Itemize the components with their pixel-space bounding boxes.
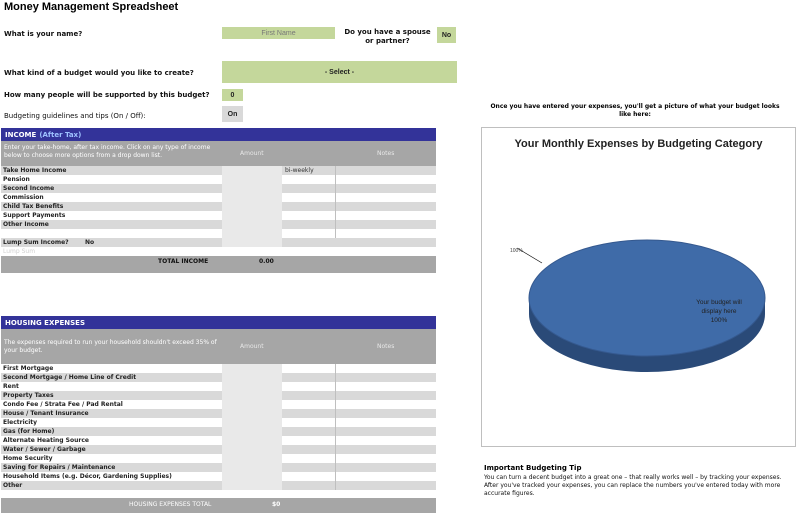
housing-notes-header: Notes: [377, 343, 395, 350]
housing-note-cell[interactable]: [284, 472, 336, 481]
income-row[interactable]: [1, 193, 436, 202]
housing-total-label: HOUSING EXPENSES TOTAL: [129, 501, 212, 508]
housing-row-label: House / Tenant Insurance: [3, 410, 89, 417]
page-title: Money Management Spreadsheet: [4, 1, 179, 13]
income-amount-cell[interactable]: [222, 175, 282, 184]
income-amount-cell[interactable]: [222, 193, 282, 202]
housing-amount-header: Amount: [240, 343, 264, 350]
tips-toggle[interactable]: On: [222, 106, 243, 122]
housing-row[interactable]: [1, 391, 436, 400]
housing-amount-cell[interactable]: [222, 463, 282, 472]
income-amount-cell[interactable]: [222, 229, 282, 238]
housing-row[interactable]: [1, 472, 436, 481]
housing-row[interactable]: [1, 454, 436, 463]
housing-description: The expenses required to run your household shouldn't exceed 35% of your budget.: [4, 339, 217, 354]
housing-row-label: Second Mortgage / Home Line of Credit: [3, 374, 137, 381]
housing-note-cell[interactable]: [284, 373, 336, 382]
housing-row[interactable]: [1, 427, 436, 436]
housing-row-label: Water / Sewer / Garbage: [3, 446, 86, 453]
chart-caption: Once you have entered your expenses, you'll get a picture of what your budget looks like here:: [490, 103, 780, 118]
housing-row-label: Alternate Heating Source: [3, 437, 89, 444]
housing-amount-cell[interactable]: [222, 472, 282, 481]
housing-amount-cell[interactable]: [222, 400, 282, 409]
housing-amount-cell[interactable]: [222, 445, 282, 454]
tip-text: You can turn a decent budget into a great one – that really works well – by tracking your expenses. After you've tracked your expenses, you can replace the numbers you've entered today with more accurate figures.: [484, 474, 782, 497]
income-amount-cell[interactable]: [222, 211, 282, 220]
housing-amount-cell[interactable]: [222, 382, 282, 391]
income-header-label: INCOME: [5, 130, 37, 139]
name-label: What is your name?: [4, 30, 83, 38]
income-notes-header: Notes: [377, 150, 395, 157]
housing-row[interactable]: [1, 400, 436, 409]
income-row-label: Pension: [3, 176, 30, 183]
total-income-value: 0.00: [259, 258, 274, 265]
housing-section-header: HOUSING EXPENSES: [1, 316, 436, 329]
income-row[interactable]: [1, 184, 436, 193]
housing-row-label: Other: [3, 482, 23, 489]
lump-sum-question: Lump Sum Income?: [3, 239, 69, 246]
income-row[interactable]: [1, 202, 436, 211]
income-note-cell[interactable]: [284, 193, 336, 202]
housing-total-bar: [1, 498, 436, 513]
housing-amount-cell[interactable]: [222, 364, 282, 373]
housing-amount-cell[interactable]: [222, 427, 282, 436]
housing-note-cell[interactable]: [284, 364, 336, 373]
housing-row-label: Gas (for Home): [3, 428, 55, 435]
housing-row[interactable]: [1, 364, 436, 373]
total-income-label: TOTAL INCOME: [158, 258, 209, 265]
income-note-cell[interactable]: [284, 202, 336, 211]
income-description: Enter your take-home, after tax income. Click on any type of income below to choose more options from a drop down list.: [4, 144, 211, 159]
housing-row[interactable]: [1, 481, 436, 490]
housing-note-cell[interactable]: [284, 418, 336, 427]
income-row-label: Support Payments: [3, 212, 66, 219]
tips-label: Budgeting guidelines and tips (On / Off):: [4, 112, 146, 120]
pie-outer-label: 100%: [510, 248, 523, 254]
housing-row-label: Rent: [3, 383, 19, 390]
chart-title: Your Monthly Expenses by Budgeting Category: [514, 138, 763, 150]
housing-row-label: Household Items (e.g. Décor, Gardening Supplies): [3, 473, 172, 480]
pie-chart: [482, 128, 795, 446]
pie-data-label: display here: [701, 308, 737, 315]
housing-amount-cell[interactable]: [222, 418, 282, 427]
income-row-label: Second Income: [3, 185, 55, 192]
housing-note-cell[interactable]: [284, 463, 336, 472]
housing-row[interactable]: [1, 445, 436, 454]
housing-amount-cell[interactable]: [222, 373, 282, 382]
housing-total-value: $0: [272, 501, 281, 508]
income-column-header: [1, 141, 436, 166]
income-note-cell[interactable]: [284, 229, 336, 238]
income-amount-header: Amount: [240, 150, 264, 157]
pie-slice: [529, 240, 765, 356]
housing-note-cell[interactable]: [284, 400, 336, 409]
housing-row[interactable]: [1, 436, 436, 445]
housing-row[interactable]: [1, 463, 436, 472]
income-amount-cell[interactable]: [222, 202, 282, 211]
housing-note-cell[interactable]: [284, 454, 336, 463]
housing-amount-cell[interactable]: [222, 409, 282, 418]
housing-row-label: First Mortgage: [3, 365, 54, 372]
income-amount-cell[interactable]: [222, 166, 282, 175]
housing-row-label: Electricity: [3, 419, 38, 426]
housing-note-cell[interactable]: [284, 436, 336, 445]
lump-sum-amount-row[interactable]: [1, 247, 436, 256]
housing-amount-cell[interactable]: [222, 436, 282, 445]
housing-note-cell[interactable]: [284, 409, 336, 418]
income-amount-cell[interactable]: [222, 238, 282, 247]
income-amount-cell[interactable]: [222, 184, 282, 193]
housing-row[interactable]: [1, 409, 436, 418]
income-note-cell[interactable]: [284, 220, 336, 229]
housing-row-label: Home Security: [3, 455, 53, 462]
housing-amount-cell[interactable]: [222, 454, 282, 463]
pie-data-label: 100%: [710, 317, 728, 324]
income-row[interactable]: [1, 211, 436, 220]
housing-note-cell[interactable]: [284, 391, 336, 400]
income-row-label: Commission: [3, 194, 44, 201]
spouse-label: Do you have a spouse or partner?: [344, 28, 431, 45]
name-input[interactable]: First Name: [222, 27, 335, 39]
income-section-header: [1, 128, 436, 141]
budget-type-label: What kind of a budget would you like to create?: [4, 69, 194, 77]
income-note-cell[interactable]: [284, 211, 336, 220]
spouse-select[interactable]: No: [437, 27, 456, 43]
income-row[interactable]: [1, 175, 436, 184]
income-row-label: Take Home Income: [3, 167, 67, 174]
expenses-chart: [481, 127, 796, 447]
housing-row-label: Saving for Repairs / Maintenance: [3, 464, 116, 471]
housing-amount-cell[interactable]: [222, 391, 282, 400]
housing-note-cell[interactable]: [284, 427, 336, 436]
housing-row-label: Condo Fee / Strata Fee / Pad Rental: [3, 401, 123, 408]
income-row[interactable]: [1, 229, 436, 238]
budget-type-select[interactable]: - Select -: [222, 61, 457, 83]
income-row-label: Child Tax Benefits: [3, 203, 64, 210]
pie-data-label: Your budget will: [696, 299, 742, 306]
lump-sum-label: Lump Sum: [3, 248, 36, 255]
income-row-label: Other Income: [3, 221, 49, 228]
income-amount-cell[interactable]: [222, 220, 282, 229]
income-total-bar: [1, 256, 436, 273]
lump-sum-row[interactable]: [1, 238, 436, 247]
people-input[interactable]: 0: [222, 89, 243, 101]
housing-row-label: Property Taxes: [3, 392, 54, 399]
housing-amount-cell[interactable]: [222, 481, 282, 490]
income-header-sub: (After Tax): [39, 130, 82, 139]
tip-title: Important Budgeting Tip: [484, 464, 582, 472]
housing-column-header: [1, 329, 436, 364]
housing-row[interactable]: [1, 382, 436, 391]
lump-sum-select[interactable]: No: [85, 239, 95, 246]
people-label: How many people will be supported by this budget?: [4, 91, 210, 99]
housing-note-cell[interactable]: [284, 445, 336, 454]
housing-row[interactable]: [1, 418, 436, 427]
housing-note-cell[interactable]: [284, 481, 336, 490]
income-row[interactable]: [1, 166, 436, 175]
income-note-cell[interactable]: [284, 175, 336, 184]
housing-note-cell[interactable]: [284, 382, 336, 391]
income-note-cell[interactable]: [284, 184, 336, 193]
income-row[interactable]: [1, 220, 436, 229]
housing-row[interactable]: [1, 373, 436, 382]
income-note-cell[interactable]: bi-weekly: [284, 166, 336, 175]
